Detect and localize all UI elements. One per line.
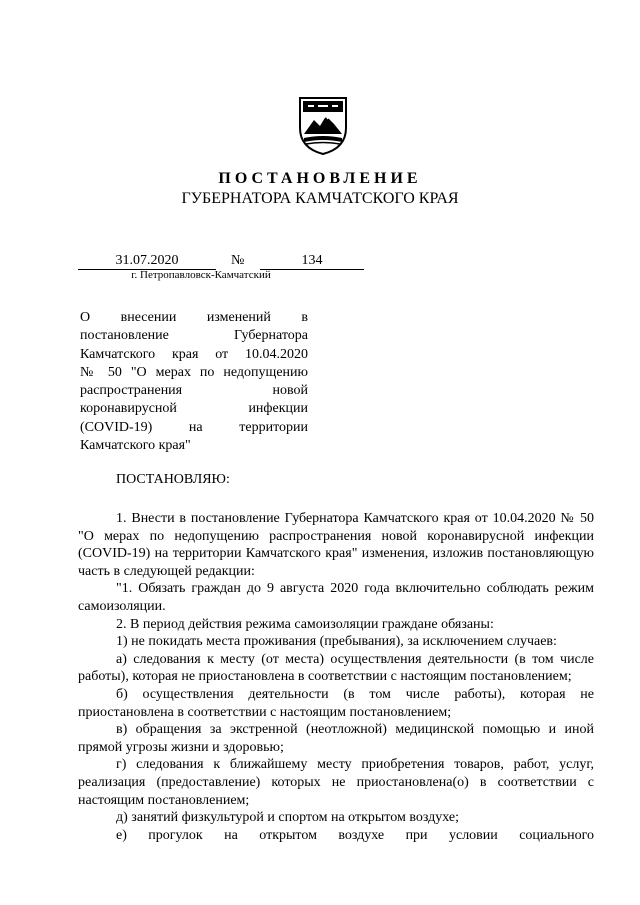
document-body bbox=[78, 510, 594, 844]
subject-line: распространения новой bbox=[80, 383, 308, 399]
document-title: ПОСТАНОВЛЕНИЕ bbox=[218, 170, 422, 187]
paragraph: е) прогулок на открытом воздухе при условии социального bbox=[116, 827, 594, 843]
subject-line: № 50 "О мерах по недопущению bbox=[80, 364, 308, 380]
subject-line: постановление Губернатора bbox=[80, 328, 308, 344]
document-date: 31.07.2020 bbox=[78, 252, 216, 270]
document-number: 134 bbox=[260, 252, 364, 270]
paragraph: д) занятий физкультурой и спортом на открытом воздухе; bbox=[116, 810, 459, 826]
subject-line: (COVID-19) на территории bbox=[80, 419, 308, 435]
number-sign: № bbox=[231, 253, 245, 268]
paragraph: а) следования к месту (от места) осуществления деятельности (в том числе работы), которая не приостановлена в соответствии с настоящим постановлением; bbox=[78, 651, 594, 685]
paragraph: б) осуществления деятельности (в том числе работы), которая не приостановлена в соответствии с настоящим постановлением; bbox=[78, 686, 594, 720]
paragraph: г) следования к ближайшему месту приобретения товаров, работ, услуг, реализация (предоставление) которых не приостановлена(о) в соответствии с настоящим постановлением; bbox=[78, 757, 594, 808]
paragraph: 2. В период действия режима самоизоляции граждане обязаны: bbox=[116, 616, 494, 632]
document-city: г. Петропавловск-Камчатский bbox=[131, 269, 271, 281]
subject-line: О внесении изменений в bbox=[80, 310, 308, 325]
paragraph: 1) не покидать места проживания (пребывания), за исключением случаев: bbox=[116, 634, 557, 650]
subject-line: Камчатского края от 10.04.2020 bbox=[80, 346, 308, 362]
document-subtitle: ГУБЕРНАТОРА КАМЧАТСКОГО КРАЯ bbox=[181, 190, 459, 207]
paragraph: 1. Внести в постановление Губернатора Камчатского края от 10.04.2020 № 50 "О мерах по недопущению распространения новой коронавирусной инфекции (COVID-19) на территории Камчатского края" изменения, изложив постановляющую часть в следующей редакции: bbox=[78, 511, 594, 579]
paragraph: "1. Обязать граждан до 9 августа 2020 года включительно соблюдать режим самоизоляции. bbox=[78, 581, 594, 614]
coat-of-arms-emblem bbox=[296, 94, 350, 156]
decree-word: ПОСТАНОВЛЯЮ: bbox=[116, 472, 230, 487]
subject-line: коронавирусной инфекции bbox=[80, 401, 308, 417]
document-subject bbox=[80, 309, 308, 455]
subject-line: Камчатского края" bbox=[80, 438, 191, 454]
paragraph: в) обращения за экстренной (неотложной) медицинской помощью и иной прямой угрозы жизни и здоровью; bbox=[78, 722, 594, 755]
